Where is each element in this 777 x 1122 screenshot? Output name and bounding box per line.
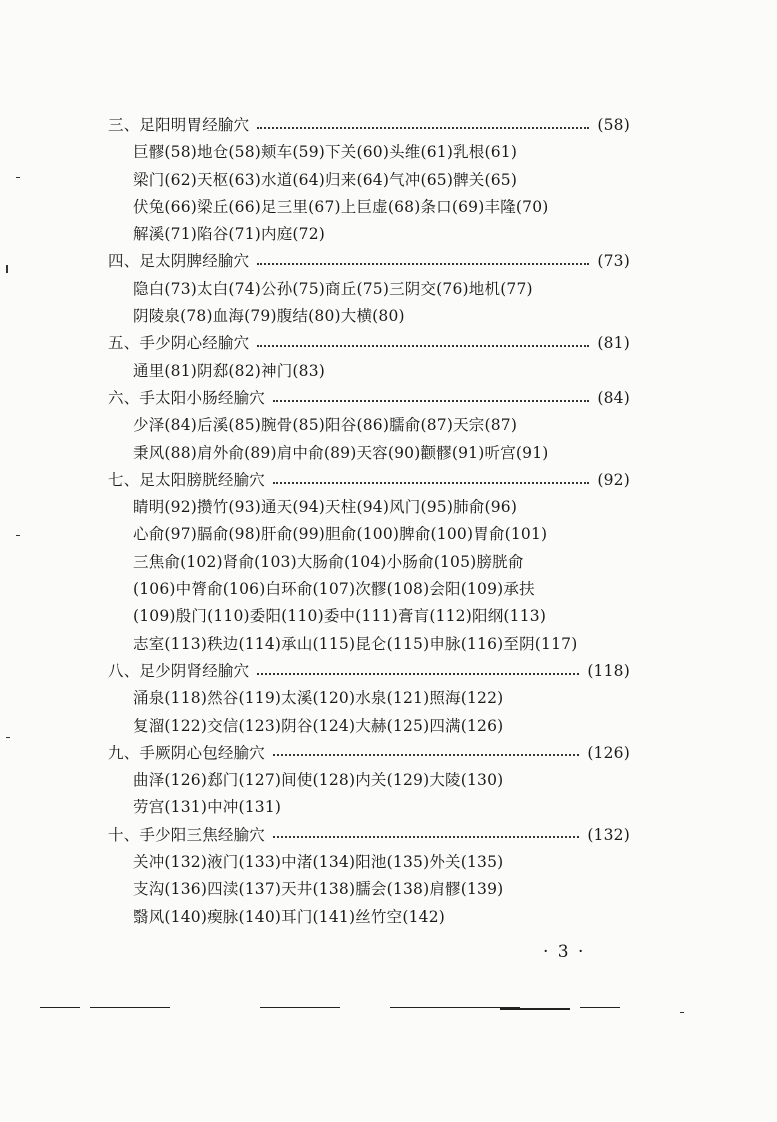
margin-speck [680, 1012, 684, 1013]
toc-heading[interactable] [100, 248, 630, 275]
toc-entry: 劳宫(131)中冲(131) [133, 798, 282, 817]
toc-entry: 支沟(136)四渎(137)天井(138)臑会(138)肩髎(139) [133, 880, 504, 899]
toc-page-ref: (132) [587, 825, 630, 844]
toc-entry: 通里(81)阴郄(82)神门(83) [133, 361, 326, 380]
toc-entry: 志室(113)秩边(114)承山(115)昆仑(115)申脉(116)至阴(117) [133, 634, 578, 653]
toc-entry: 关冲(132)液门(133)中渚(134)阳池(135)外关(135) [133, 853, 504, 872]
toc-entry: (106)中膂俞(106)白环俞(107)次髎(108)会阳(109)承扶 [133, 580, 535, 599]
toc-heading-title: 三、足阳明胃经腧穴 [108, 116, 250, 134]
dot-leader [257, 263, 589, 265]
toc-page-ref: (73) [597, 252, 630, 271]
toc-entry: 解溪(71)陷谷(71)内庭(72) [133, 225, 326, 244]
dot-leader [273, 482, 589, 484]
dot-leader [273, 754, 579, 756]
footer-rule-segment [580, 1007, 620, 1008]
toc-heading-title: 五、手少阴心经腧穴 [108, 334, 250, 353]
dot-leader [257, 127, 589, 129]
toc-heading-title: 十、手少阳三焦经腧穴 [108, 825, 266, 844]
toc-entry: 心俞(97)膈俞(98)肝俞(99)胆俞(100)脾俞(100)胃俞(101) [133, 525, 548, 544]
toc-heading-title: 六、手太阳小肠经腧穴 [108, 388, 266, 407]
toc-page-ref: (126) [587, 743, 630, 762]
toc-heading-title: 四、足太阴脾经腧穴 [108, 252, 250, 271]
dot-leader [273, 400, 589, 402]
toc-entry: 曲泽(126)郄门(127)间使(128)内关(129)大陵(130) [133, 771, 504, 790]
toc-page-ref: (92) [597, 470, 630, 489]
toc-page-ref: (118) [587, 661, 630, 680]
margin-speck [16, 535, 20, 536]
toc-entry: (109)殷门(110)委阳(110)委中(111)膏肓(112)阳纲(113) [133, 607, 547, 626]
margin-speck [16, 177, 20, 178]
toc-heading[interactable] [100, 385, 630, 412]
toc-page-ref: (84) [597, 388, 630, 407]
toc-heading[interactable] [100, 467, 630, 494]
toc-page-ref: (81) [597, 334, 630, 353]
footer-rule-segment [90, 1007, 170, 1008]
footer-rule-segment [40, 1007, 80, 1008]
footer-rule-segment [500, 1008, 570, 1010]
toc-entry: 伏兔(66)梁丘(66)足三里(67)上巨虚(68)条口(69)丰隆(70) [133, 197, 549, 216]
toc-entry: 翳风(140)瘈脉(140)耳门(141)丝竹空(142) [133, 907, 446, 926]
margin-speck [6, 737, 10, 738]
toc-entry: 三焦俞(102)肾俞(103)大肠俞(104)小肠俞(105)膀胱俞 [133, 552, 524, 571]
toc-entry: 秉风(88)肩外俞(89)肩中俞(89)天容(90)颧髎(91)听宫(91) [133, 443, 549, 462]
dot-leader [257, 673, 579, 675]
table-of-contents [100, 112, 630, 931]
toc-heading[interactable] [100, 112, 630, 139]
toc-entry: 睛明(92)攒竹(93)通天(94)天柱(94)风门(95)肺俞(96) [133, 498, 518, 517]
toc-heading[interactable] [100, 658, 630, 685]
toc-heading-title: 九、手厥阴心包经腧穴 [108, 743, 266, 762]
toc-heading[interactable] [100, 330, 630, 357]
toc-page-ref: (58) [597, 116, 630, 134]
toc-entry: 少泽(84)后溪(85)腕骨(85)阳谷(86)臑俞(87)天宗(87) [133, 416, 518, 435]
toc-entry: 涌泉(118)然谷(119)太溪(120)水泉(121)照海(122) [133, 689, 504, 708]
toc-entry: 阴陵泉(78)血海(79)腹结(80)大横(80) [133, 307, 405, 326]
toc-heading-title: 八、足少阴肾经腧穴 [108, 661, 250, 680]
toc-entry: 巨髎(58)地仓(58)颊车(59)下关(60)头维(61)乳根(61) [133, 143, 518, 162]
toc-entry: 复溜(122)交信(123)阴谷(124)大赫(125)四满(126) [133, 716, 504, 735]
dot-leader [257, 345, 589, 347]
footer-rule-segment [260, 1007, 340, 1008]
toc-entry: 梁门(62)天枢(63)水道(64)归来(64)气冲(65)髀关(65) [133, 170, 518, 189]
page-number: · 3 · [543, 942, 586, 962]
dot-leader [273, 836, 579, 838]
toc-heading[interactable] [100, 822, 630, 849]
toc-heading-title: 七、足太阳膀胱经腧穴 [108, 470, 266, 489]
margin-speck [6, 265, 8, 273]
toc-entry: 隐白(73)太白(74)公孙(75)商丘(75)三阴交(76)地机(77) [133, 279, 533, 298]
toc-heading[interactable] [100, 740, 630, 767]
